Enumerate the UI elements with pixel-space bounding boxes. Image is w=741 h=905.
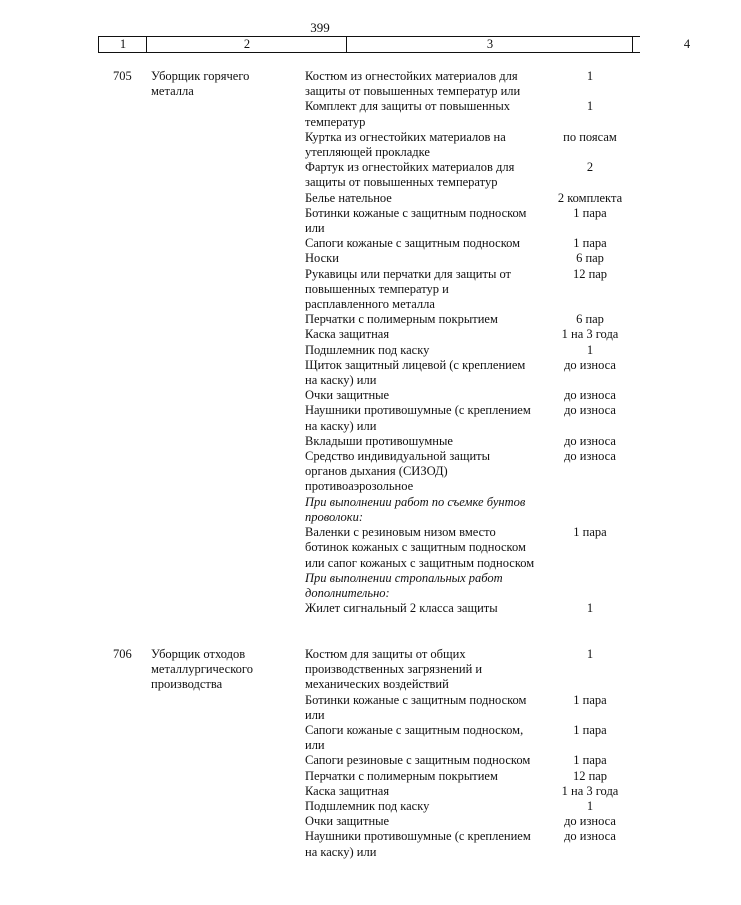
list-item — [305, 388, 640, 403]
entry-code: 706 — [113, 647, 132, 661]
list-item — [305, 784, 640, 799]
list-item — [305, 693, 640, 723]
page-number: 399 — [310, 20, 330, 35]
entry-title: Уборщик горячего металла — [151, 69, 250, 99]
item-name: Сапоги резиновые с защитным подноском — [305, 753, 531, 768]
item-name: Жилет сигнальный 2 класса защиты — [305, 601, 498, 616]
list-item — [305, 647, 640, 693]
item-qty: 2 комплекта — [557, 190, 623, 205]
header-col-4: 4 — [632, 37, 741, 52]
item-qty: 12 пар — [572, 768, 608, 783]
note-text: При выполнении стропальных работ дополнительно: — [305, 570, 503, 600]
item-qty: 1 — [586, 342, 594, 357]
item-qty: 12 пар — [572, 266, 608, 281]
note-text: При выполнении работ по съемке бунтов проволоки: — [305, 494, 526, 524]
item-qty: 2 — [586, 160, 594, 175]
header-col-1: 1 — [98, 37, 147, 52]
item-name: Рукавицы или перчатки для защиты от повышенных температур и расплавленного металла — [305, 266, 512, 312]
item-qty: 1 — [586, 99, 594, 114]
item-qty: до износа — [564, 829, 616, 844]
item-qty: до износа — [564, 357, 616, 372]
item-qty: до износа — [564, 814, 616, 829]
item-qty: 1 — [586, 601, 594, 616]
item-name: Очки защитные — [305, 388, 390, 403]
list-item — [305, 769, 640, 784]
header-col-2: 2 — [146, 37, 347, 52]
item-name: Перчатки с полимерным покрытием — [305, 312, 498, 327]
list-item — [305, 601, 640, 616]
item-qty: 1 пара — [573, 753, 607, 768]
item-name: Ботинки кожаные с защитным подноском или — [305, 692, 527, 722]
item-name: Наушники противошумные (с креплением на каску) или — [305, 403, 531, 433]
condition-note — [305, 495, 640, 525]
item-name: Каска защитная — [305, 783, 390, 798]
list-item — [305, 99, 640, 129]
item-name: Очки защитные — [305, 814, 390, 829]
list-item — [305, 814, 640, 829]
item-name: Средство индивидуальной защиты органов дыхания (СИЗОД) противоаэрозольное — [305, 449, 491, 494]
list-item — [305, 251, 640, 266]
entry-title: Уборщик отходов металлургического производства — [151, 647, 253, 692]
entry-code: 705 — [113, 69, 132, 83]
list-item — [305, 327, 640, 342]
table-header — [98, 36, 691, 53]
item-qty: 1 пара — [573, 205, 607, 220]
item-qty: 1 пара — [573, 723, 607, 738]
list-item — [305, 312, 640, 327]
item-qty: 6 пар — [576, 312, 604, 327]
list-item — [305, 434, 640, 449]
ppe-list — [305, 647, 640, 860]
header-col-3: 3 — [346, 37, 633, 52]
list-item — [305, 160, 640, 190]
item-name: Перчатки с полимерным покрытием — [305, 768, 498, 783]
item-name: Сапоги кожаные с защитным подноском, или — [305, 723, 524, 753]
item-qty: до износа — [564, 433, 616, 448]
list-item — [305, 723, 640, 753]
list-item — [305, 267, 640, 313]
ppe-list — [305, 69, 640, 616]
list-item — [305, 799, 640, 814]
list-item — [305, 403, 640, 433]
item-name: Ботинки кожаные с защитным подноском или — [305, 205, 527, 236]
item-name: Валенки с резиновым низом вместо ботинок кожаных с защитным подноском или сапог кожаных с защитным подноском — [305, 525, 535, 570]
list-item — [305, 449, 640, 495]
item-qty: 6 пар — [576, 251, 604, 266]
item-name: Сапоги кожаные с защитным подноском — [305, 236, 521, 251]
item-qty: 1 пара — [573, 692, 607, 707]
item-qty: 1 — [586, 647, 594, 661]
item-name: Носки — [305, 251, 339, 266]
list-item — [305, 829, 640, 859]
item-name: Белье нательное — [305, 190, 392, 205]
item-name: Щиток защитный лицевой (с креплением на каску) или — [305, 357, 526, 388]
item-name: Костюм из огнестойких материалов для защиты от повышенных температур или — [305, 69, 521, 99]
item-name: Фартук из огнестойких материалов для защиты от повышенных температур — [305, 160, 515, 190]
list-item — [305, 343, 640, 358]
item-name: Костюм для защиты от общих производственных загрязнений и механических воздействий — [305, 647, 483, 692]
item-qty: 1 — [586, 799, 594, 814]
item-name: Вкладыши противошумные — [305, 433, 453, 448]
item-qty: 1 — [586, 69, 594, 83]
item-name: Куртка из огнестойких материалов на утепляющей прокладке — [305, 129, 506, 160]
item-qty: по поясам — [563, 129, 617, 144]
item-qty: 1 на 3 года — [561, 783, 619, 798]
list-item — [305, 525, 640, 571]
item-name: Комплект для защиты от повышенных температур — [305, 99, 510, 129]
item-qty: до износа — [564, 449, 616, 464]
item-name: Каска защитная — [305, 327, 390, 342]
item-qty: до износа — [564, 403, 616, 418]
list-item — [305, 236, 640, 251]
item-qty: 1 пара — [573, 236, 607, 251]
item-name: Подшлемник под каску — [305, 799, 430, 814]
list-item — [305, 753, 640, 768]
condition-note — [305, 571, 640, 601]
item-qty: до износа — [564, 388, 616, 403]
list-item — [305, 358, 640, 388]
item-qty: 1 пара — [573, 525, 607, 540]
item-name: Наушники противошумные (с креплением на каску) или — [305, 829, 531, 859]
item-name: Подшлемник под каску — [305, 342, 430, 357]
item-qty: 1 на 3 года — [561, 327, 619, 342]
list-item — [305, 191, 640, 206]
list-item — [305, 69, 640, 99]
list-item — [305, 206, 640, 236]
list-item — [305, 130, 640, 160]
